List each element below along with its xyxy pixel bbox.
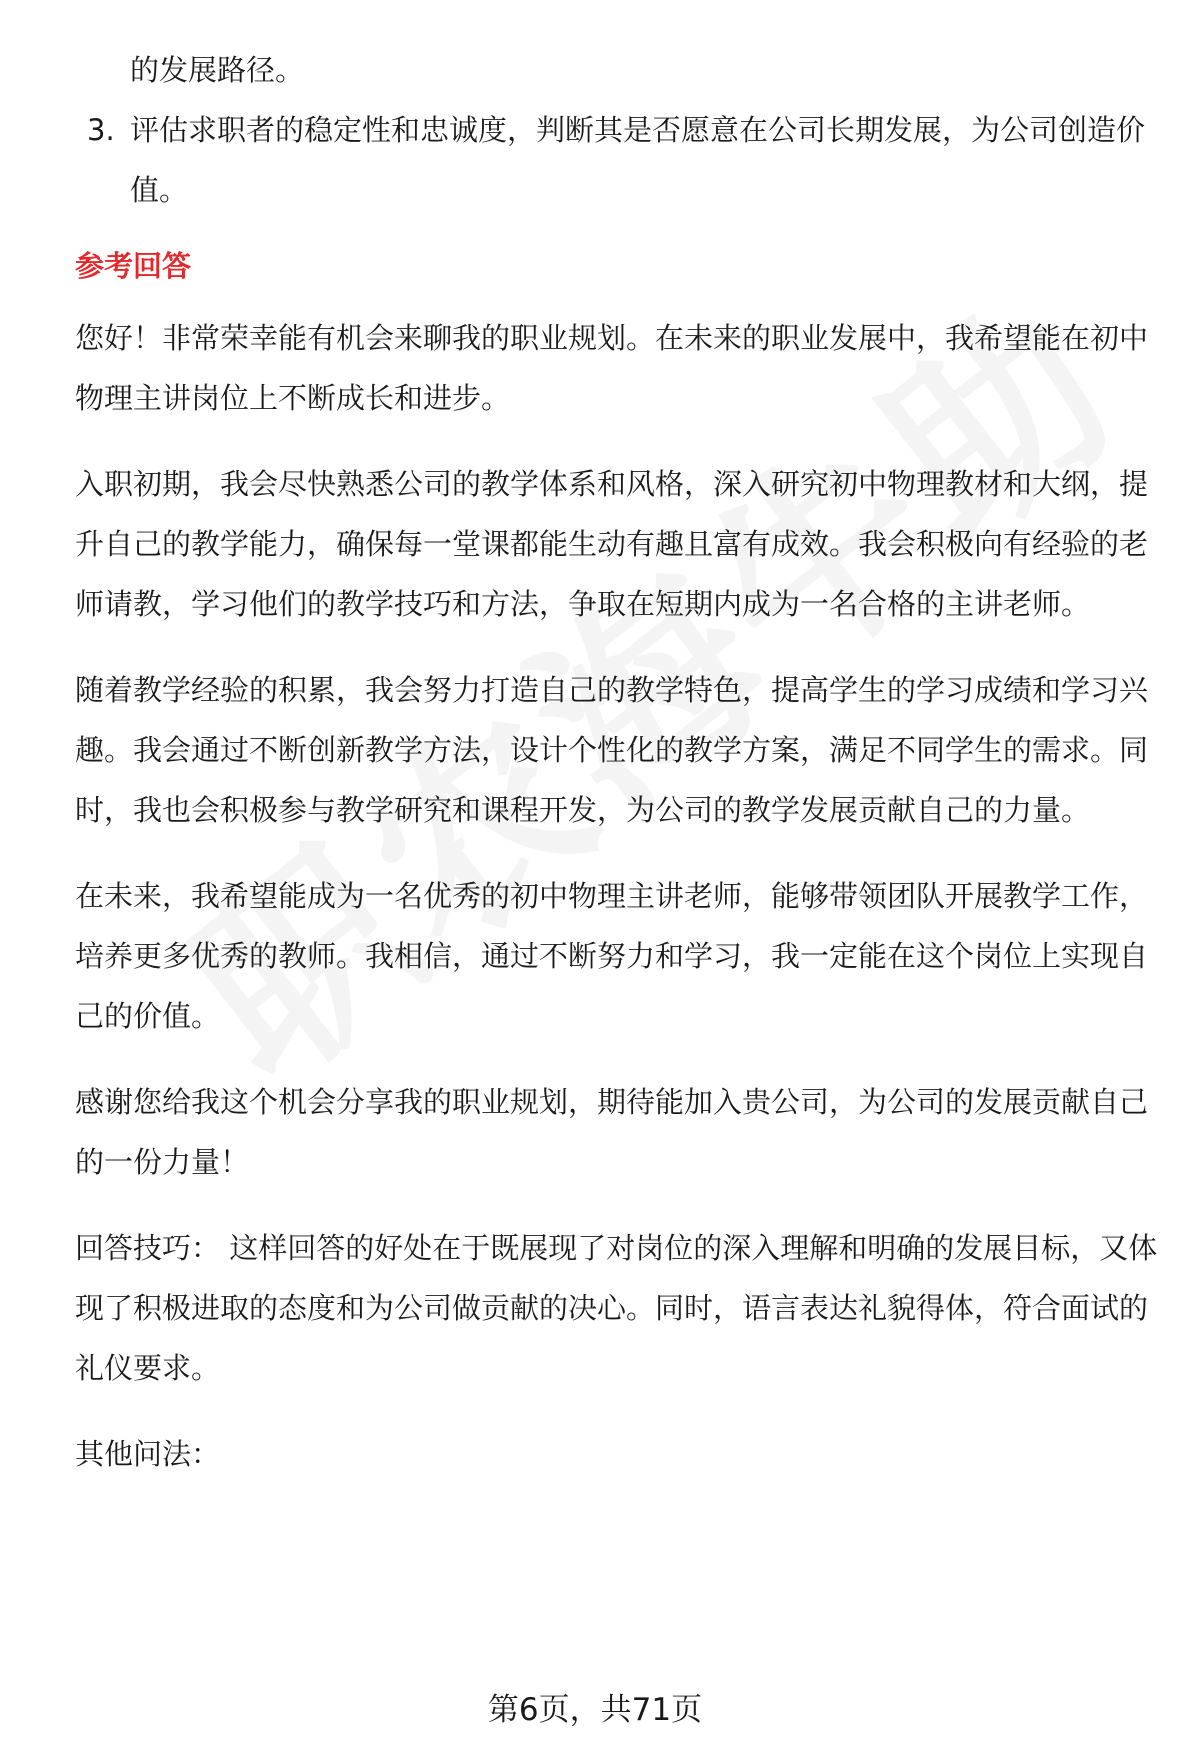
page-number: 第6页，共71页 <box>487 1692 703 1728</box>
paragraph-future: 在未来，我希望能成为一名优秀的初中物理主讲老师，能够带领团队开展教学工作，培养更多优秀的教师。我相信，通过不断努力和学习，我一定能在这个岗位上实现自己的价值。 <box>75 879 1149 1033</box>
paragraph-greeting: 您好！非常荣幸能有机会来聊我的职业规划。在未来的职业发展中，我希望能在初中物理主讲岗位上不断成长和进步。 <box>75 321 1149 415</box>
list-text: 评估求职者的稳定性和忠诚度，判断其是否愿意在公司长期发展，为公司创造价值。 <box>130 113 1146 207</box>
section-heading: 参考回答 <box>75 249 192 283</box>
paragraph-thanks: 感谢您给我这个机会分享我的职业规划，期待能加入贵公司，为公司的发展贡献自己的一份力量！ <box>75 1085 1149 1179</box>
document-body <box>75 40 1165 1484</box>
paragraph-other-questions: 其他问法： <box>75 1437 221 1471</box>
list-item-3 <box>75 100 1165 220</box>
paragraph-growth: 随着教学经验的积累，我会努力打造自己的教学特色，提高学生的学习成绩和学习兴趣。我会通过不断创新教学方法，设计个性化的教学方案，满足不同学生的需求。同时，我也会积极参与教学研究和课程开发，为公司的教学发展贡献自己的力量。 <box>75 673 1149 827</box>
paragraph-early-stage: 入职初期，我会尽快熟悉公司的教学体系和风格，深入研究初中物理教材和大纲，提升自己的教学能力，确保每一堂课都能生动有趣且富有成效。我会积极向有经验的老师请教，学习他们的教学技巧和方法，争取在短期内成为一名合格的主讲老师。 <box>75 467 1149 621</box>
continued-list-text: 的发展路径。 <box>130 53 305 87</box>
list-number: 3. <box>87 113 115 147</box>
paragraph-tips: 回答技巧： 这样回答的好处在于既展现了对岗位的深入理解和明确的发展目标，又体现了积极进取的态度和为公司做贡献的决心。同时，语言表达礼貌得体，符合面试的礼仪要求。 <box>75 1231 1158 1385</box>
